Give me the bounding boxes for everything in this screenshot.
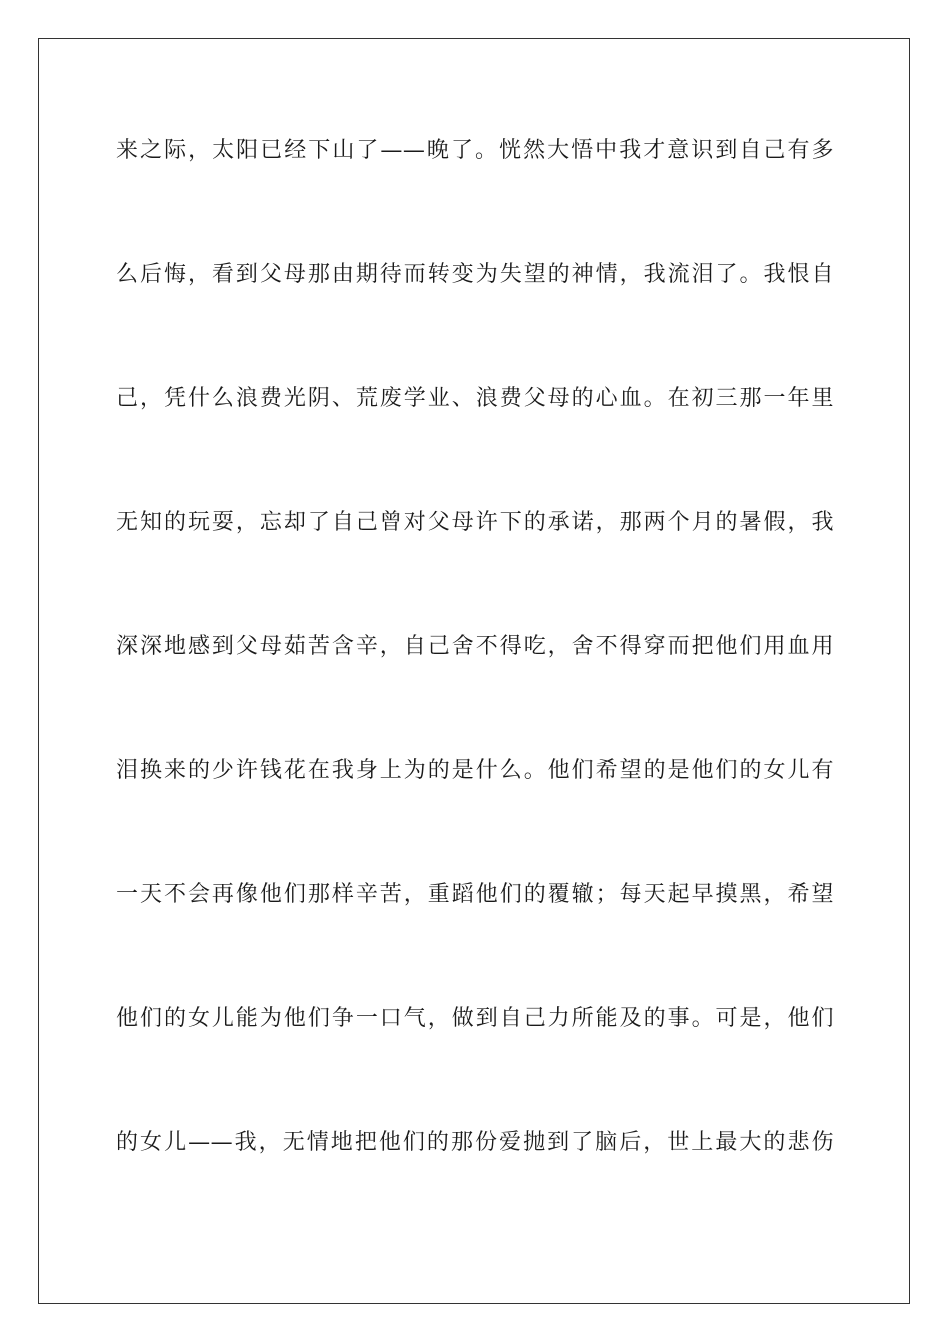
text-line-2: 么后悔，看到父母那由期待而转变为失望的神情，我流泪了。我恨自 [116, 262, 834, 287]
text-line-3: 己，凭什么浪费光阴、荒废学业、浪费父母的心血。在初三那一年里 [116, 386, 834, 411]
text-line-1: 来之际，太阳已经下山了——晚了。恍然大悟中我才意识到自己有多 [116, 138, 834, 163]
text-line-9: 的女儿——我，无情地把他们的那份爱抛到了脑后，世上最大的悲伤 [116, 1130, 834, 1155]
text-line-8: 他们的女儿能为他们争一口气，做到自己力所能及的事。可是，他们 [116, 1006, 834, 1031]
text-line-4: 无知的玩耍，忘却了自己曾对父母许下的承诺，那两个月的暑假，我 [116, 510, 834, 535]
page-border [38, 38, 910, 1304]
text-line-6: 泪换来的少许钱花在我身上为的是什么。他们希望的是他们的女儿有 [116, 758, 834, 783]
text-line-7: 一天不会再像他们那样辛苦，重蹈他们的覆辙；每天起早摸黑，希望 [116, 882, 834, 907]
text-line-5: 深深地感到父母茹苦含辛，自己舍不得吃，舍不得穿而把他们用血用 [116, 634, 834, 659]
